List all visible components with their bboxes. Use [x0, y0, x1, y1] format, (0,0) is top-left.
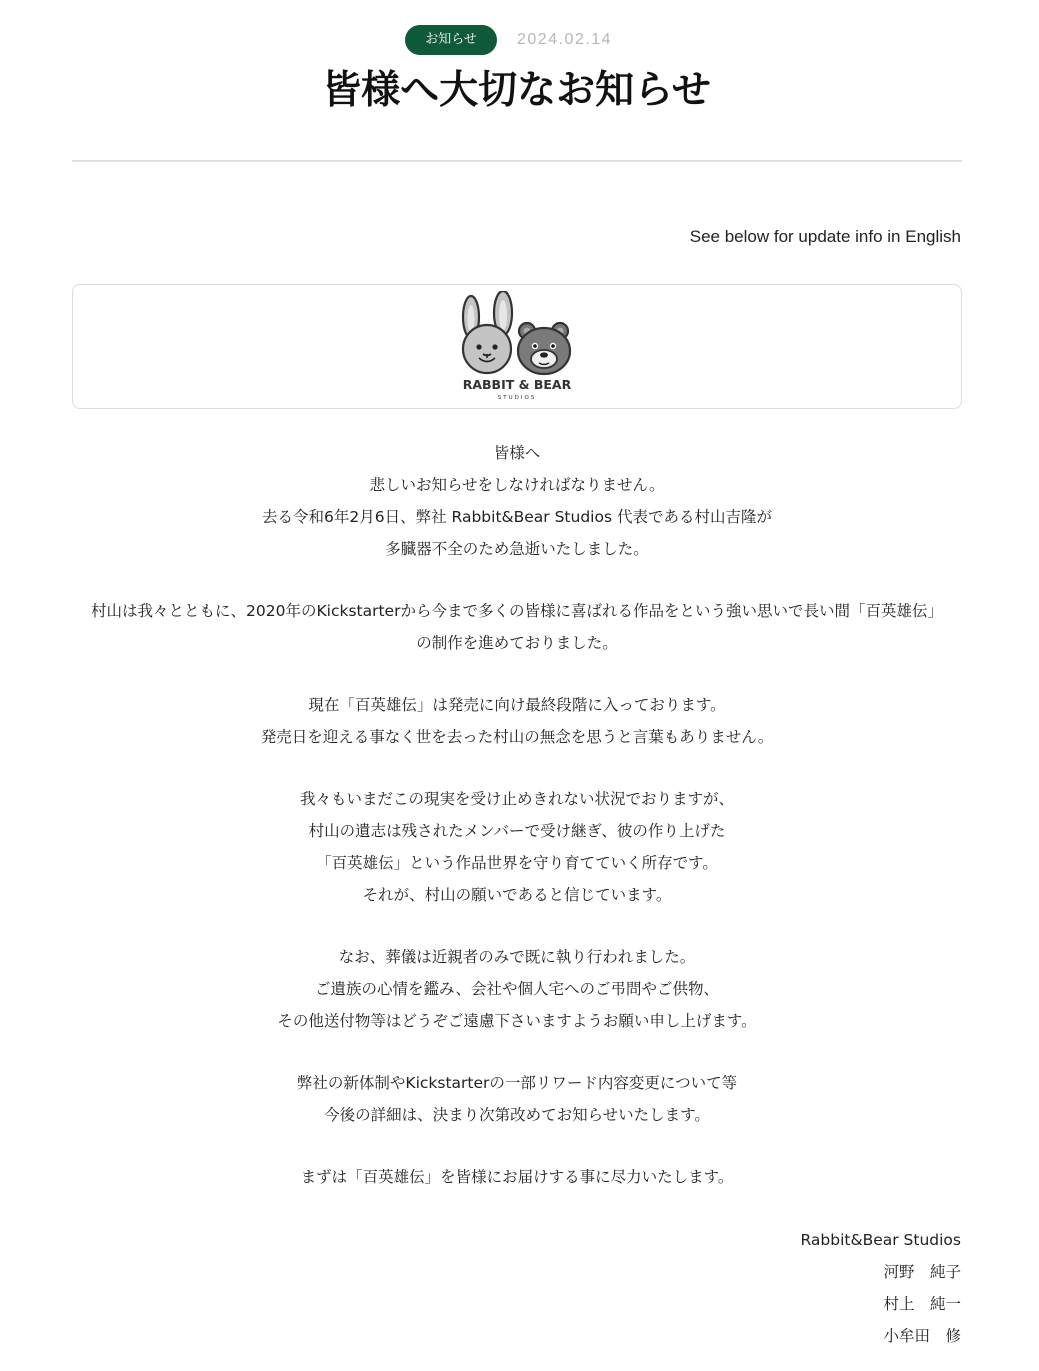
signature-block [801, 1224, 962, 1352]
body-line: の制作を進めておりました。 [416, 634, 618, 652]
body-line: その他送付物等はどうぞご遠慮下さいますようお願い申し上げます。 [277, 1012, 757, 1030]
paragraph-7 [72, 1161, 962, 1193]
english-notice: See below for update info in English [689, 227, 961, 246]
body-line: 弊社の新体制やKickstarterの一部リワード内容変更について等 [296, 1074, 738, 1092]
category-badge[interactable]: お知らせ [405, 25, 497, 55]
logo-card [72, 284, 962, 409]
body-line: なお、葬儀は近親者のみで既に執り行われました。 [338, 948, 696, 966]
paragraph-6 [72, 1067, 962, 1131]
title-divider [72, 160, 962, 162]
post-date: 2024.02.14 [517, 31, 613, 48]
signature-company: Rabbit&Bear Studios [800, 1231, 961, 1249]
paragraph-4 [72, 783, 962, 911]
logo-name: RABBIT & BEAR [462, 377, 572, 392]
body-line: 我々もいまだこの現実を受け止めきれない状況でおりますが、 [299, 790, 734, 808]
body-line: 去る令和6年2月6日、弊社 Rabbit&Bear Studios 代表である村山吉隆が [262, 508, 772, 526]
paragraph-1 [72, 437, 962, 565]
signature-person: 小牟田 修 [883, 1327, 961, 1345]
announcement-body [72, 437, 962, 1223]
page-title: 皆様へ大切なお知らせ [322, 68, 711, 113]
body-line: 今後の詳細は、決まり次第改めてお知らせいたします。 [324, 1106, 710, 1124]
body-line: 皆様へ [493, 444, 541, 462]
paragraph-2 [72, 595, 962, 659]
body-line: 現在「百英雄伝」は発売に向け最終段階に入っております。 [308, 696, 726, 714]
body-line: 村山は我々とともに、2020年のKickstarterから今まで多くの皆様に喜ばれる作品をという強い思いで長い間「百英雄伝」 [91, 602, 943, 620]
body-line: ご遺族の心情を鑑み、会社や個人宅へのご弔問やご供物、 [315, 980, 719, 998]
body-line: 悲しいお知らせをしなければなりません。 [369, 476, 665, 494]
body-line: 発売日を迎える事なく世を去った村山の無念を思うと言葉もありません。 [260, 728, 774, 746]
rabbit-bear-logo [457, 291, 577, 401]
body-line: 村山の遺志は残されたメンバーで受け継ぎ、彼の作り上げた [308, 822, 726, 840]
body-line: それが、村山の願いであると信じています。 [362, 886, 672, 904]
logo-sub: STUDIOS [497, 395, 537, 401]
signature-person: 河野 純子 [883, 1263, 961, 1281]
paragraph-5 [72, 941, 962, 1037]
body-line: 多臓器不全のため急逝いたしました。 [385, 540, 649, 558]
paragraph-3 [72, 689, 962, 753]
signature-person: 村上 純一 [883, 1295, 961, 1313]
body-line: 「百英雄伝」という作品世界を守り育てていく所存です。 [316, 854, 718, 872]
body-line: まずは「百英雄伝」を皆様にお届けする事に尽力いたします。 [300, 1168, 734, 1186]
post-meta [0, 25, 1039, 55]
